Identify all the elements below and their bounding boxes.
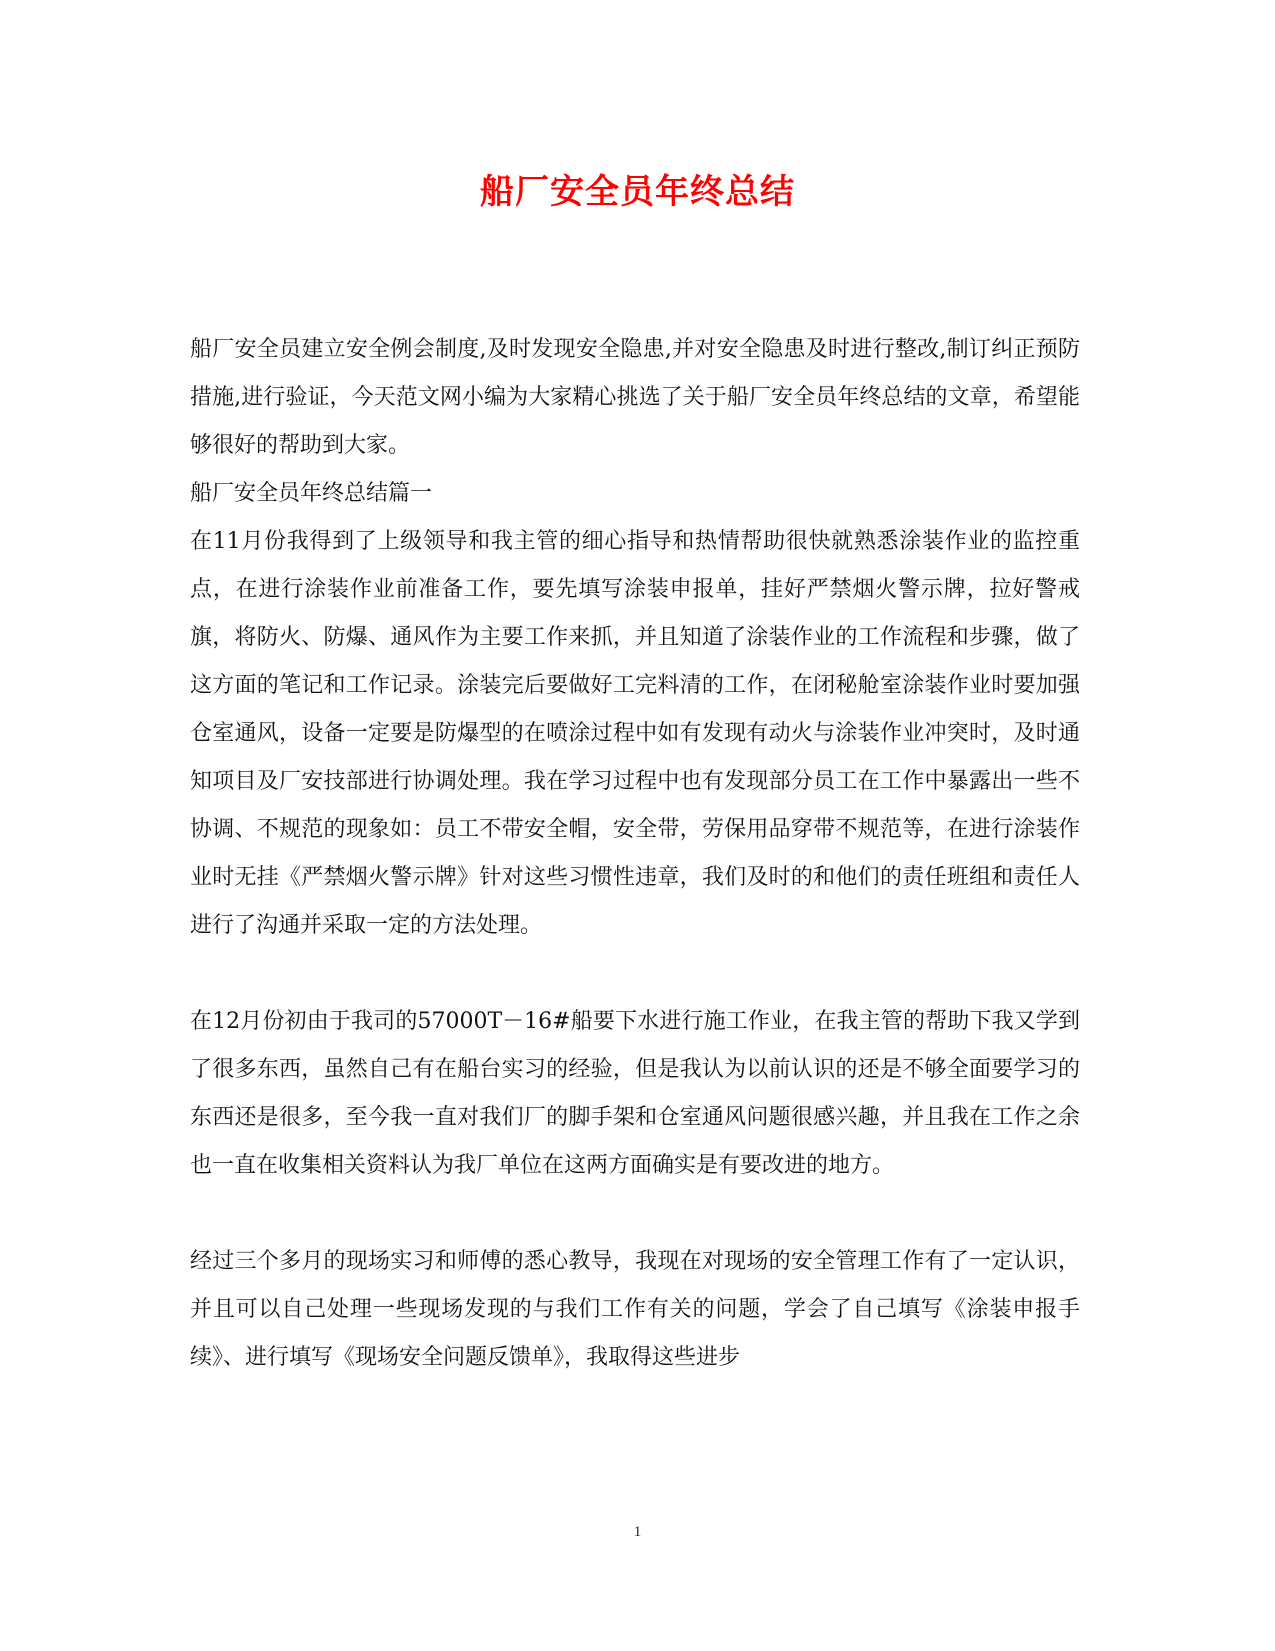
document-body <box>190 326 1080 1382</box>
paragraph-summary: 经过三个多月的现场实习和师傅的悉心教导，我现在对现场的安全管理工作有了一定认识，并且可以自己处理一些现场发现的与我们工作有关的问题，学会了自己填写《涂装申报手续》、进行填写《现场安全问题反馈单》，我取得这些进步 <box>190 1249 1080 1370</box>
paragraph-spacer <box>190 1190 1080 1238</box>
document-title: 船厂安全员年终总结 <box>480 172 795 212</box>
paragraph-december: 在12月份初由于我司的57000T－16#船要下水进行施工作业，在我主管的帮助下我又学到了很多东西，虽然自己有在船台实习的经验，但是我认为以前认识的还是不够全面要学习的东西还是很多，至今我一直对我们厂的脚手架和仓室通风问题很感兴趣，并且我在工作之余也一直在收集相关资料认为我厂单位在这两方面确实是有要改进的地方。 <box>190 1009 1080 1178</box>
paragraph-november: 在11月份我得到了上级领导和我主管的细心指导和热情帮助很快就熟悉涂装作业的监控重点，在进行涂装作业前准备工作，要先填写涂装申报单，挂好严禁烟火警示牌，拉好警戒旗，将防火、防爆、通风作为主要工作来抓，并且知道了涂装作业的工作流程和步骤，做了这方面的笔记和工作记录。涂装完后要做好工完料清的工作，在闭秘舱室涂装作业时要加强仓室通风，设备一定要是防爆型的在喷涂过程中如有发现有动火与涂装作业冲突时，及时通知项目及厂安技部进行协调处理。我在学习过程中也有发现部分员工在工作中暴露出一些不协调、不规范的现象如：员工不带安全帽，安全带，劳保用品穿带不规范等，在进行涂装作业时无挂《严禁烟火警示牌》针对这些习惯性违章，我们及时的和他们的责任班组和责任人进行了沟通并采取一定的方法处理。 <box>190 529 1080 938</box>
page-number: 1 <box>633 1524 642 1540</box>
paragraph-spacer <box>190 950 1080 998</box>
intro-paragraph: 船厂安全员建立安全例会制度,及时发现安全隐患,并对安全隐患及时进行整改,制订纠正预防措施,进行验证，今天范文网小编为大家精心挑选了关于船厂安全员年终总结的文章，希望能够很好的帮助到大家。 <box>190 337 1080 458</box>
section-heading: 船厂安全员年终总结篇一 <box>190 481 433 506</box>
